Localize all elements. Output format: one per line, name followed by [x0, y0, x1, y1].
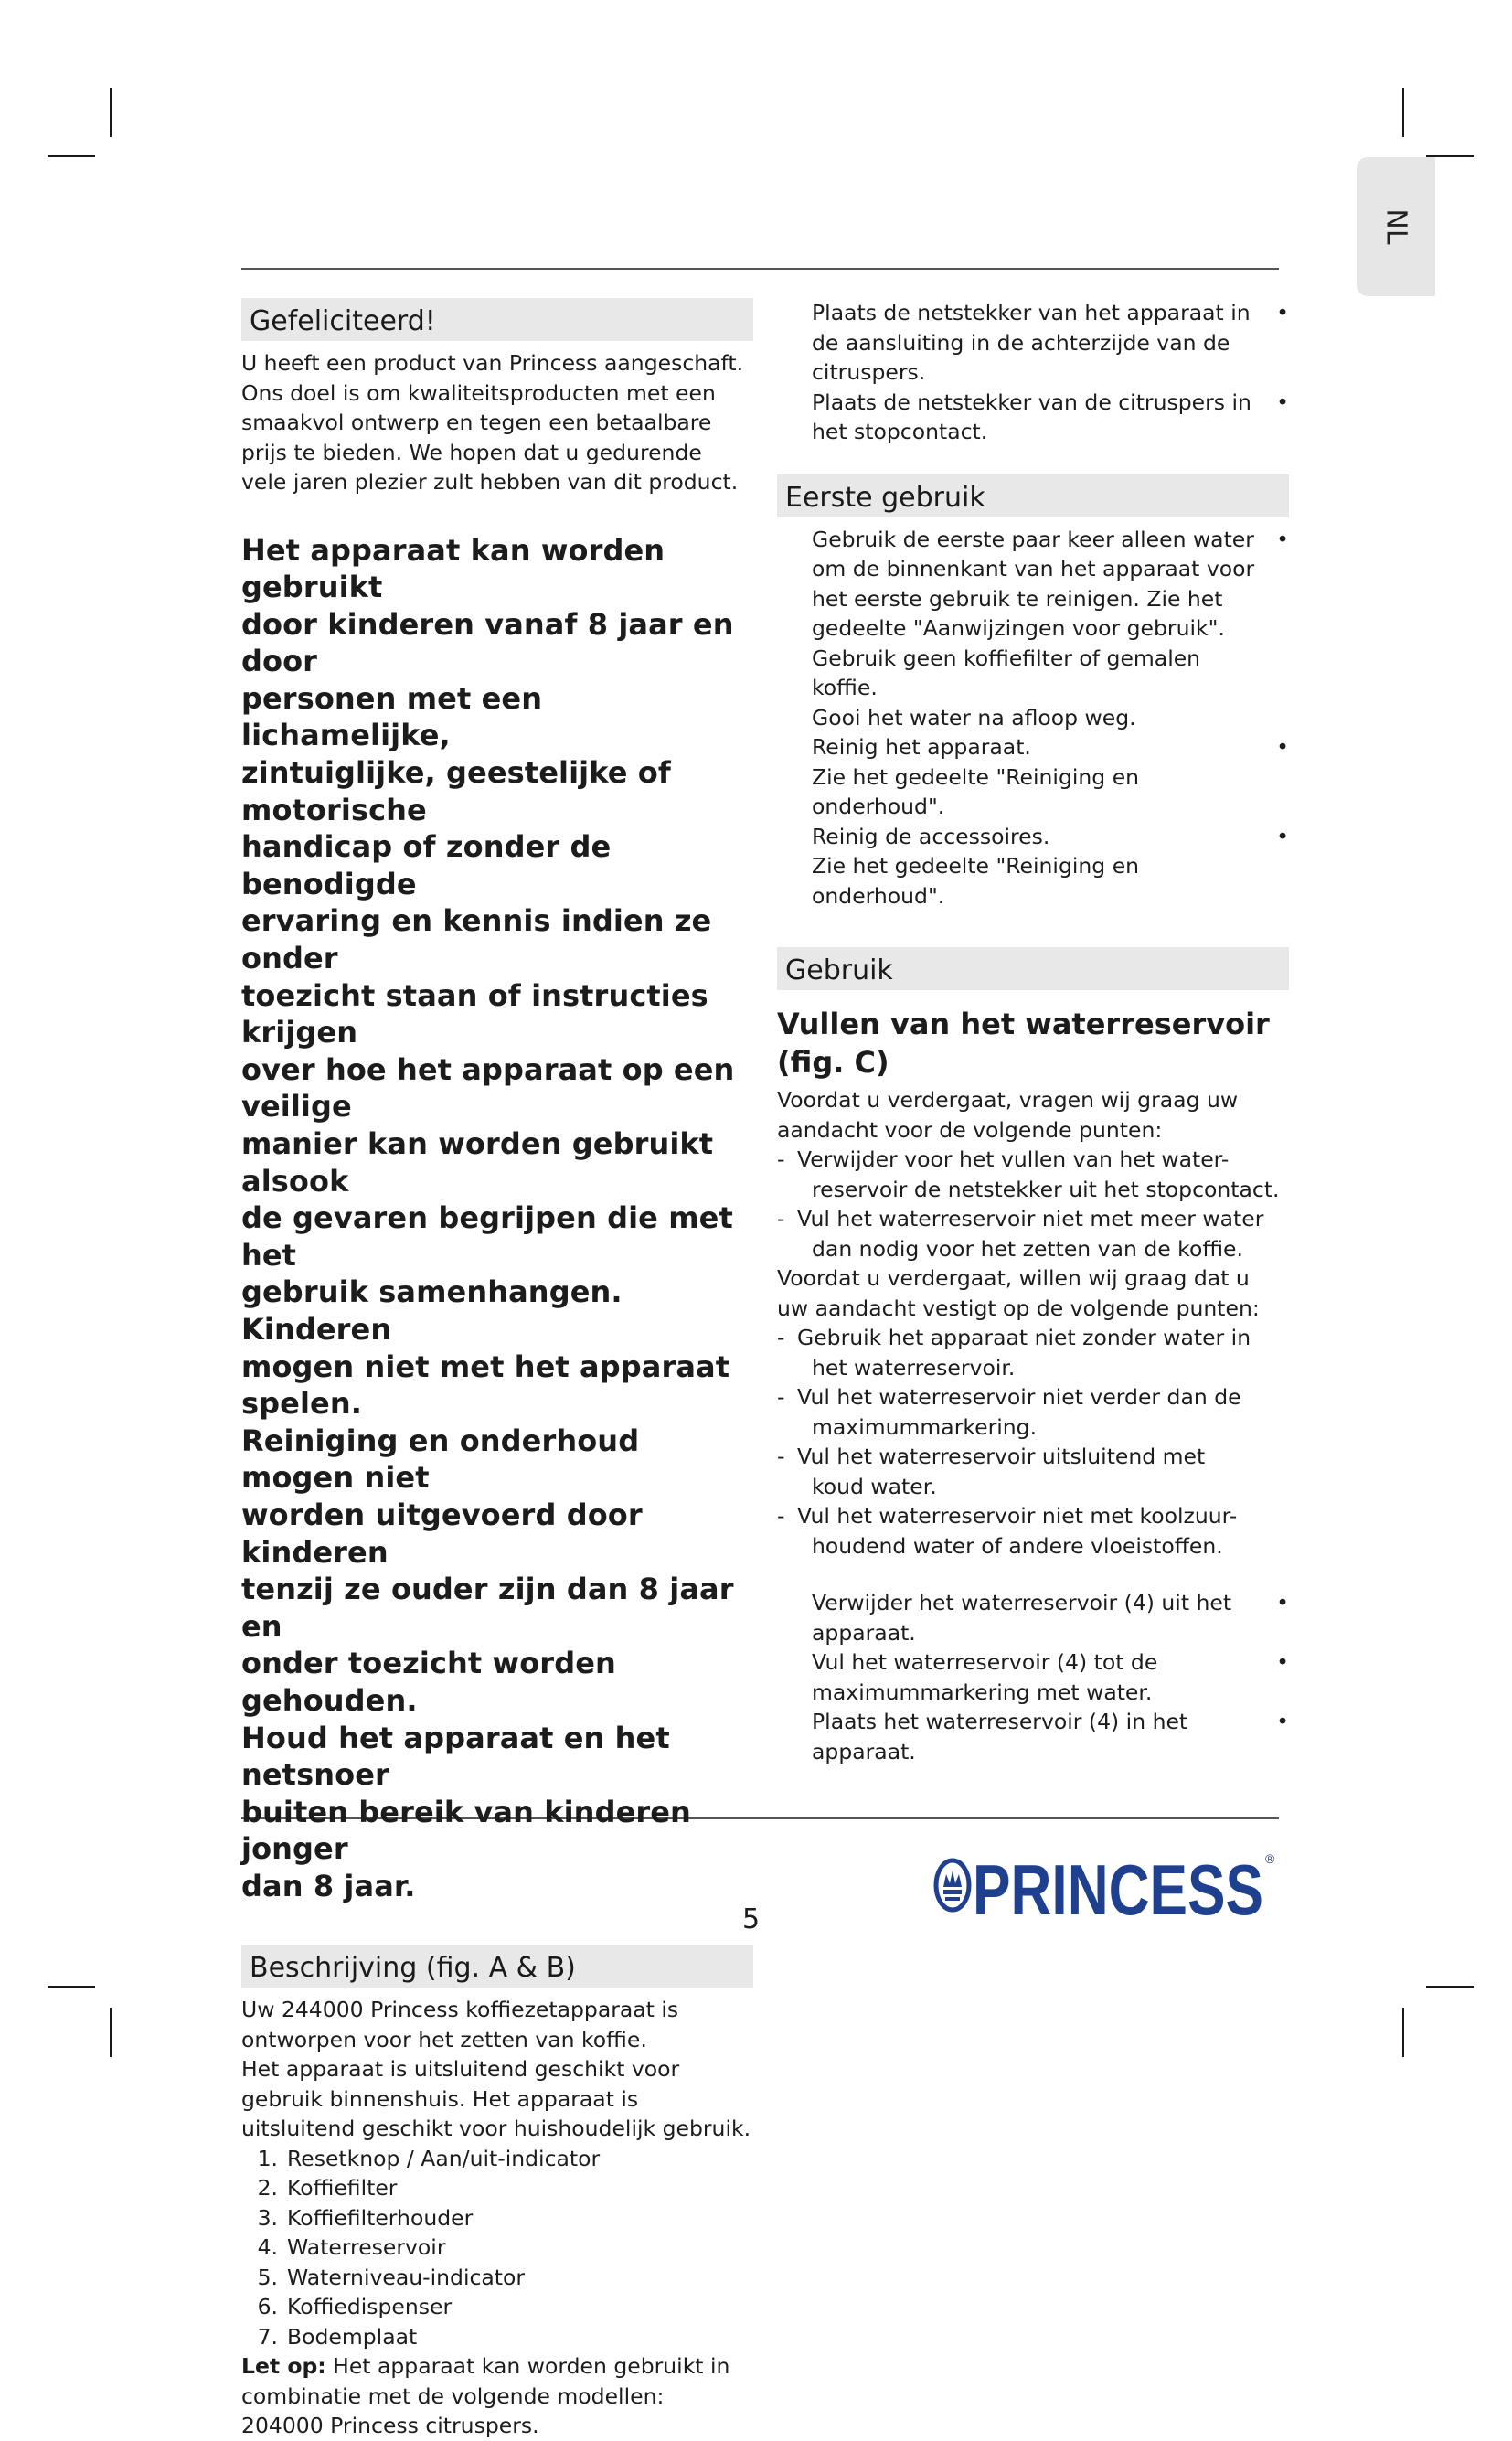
note-continued: [241, 2382, 753, 2441]
bullet-spacer: [1269, 1678, 1289, 1708]
left-column: [241, 298, 753, 2441]
part-number: 3.: [257, 2204, 278, 2231]
body-line: vele jaren plezier zult hebben van dit product.: [241, 469, 739, 495]
body-line: aandacht voor de volgende punten:: [777, 1116, 1163, 1143]
part-item: [241, 2263, 753, 2293]
bullet-icon: •: [1276, 300, 1289, 325]
part-item: [241, 2203, 753, 2233]
step-text: Gebruik de eerste paar keer alleen water: [812, 526, 1254, 552]
dash-text: dan nodig voor het zetten van de koffie.: [812, 1235, 1243, 1262]
note-line: combinatie met de volgende modellen:: [241, 2382, 665, 2409]
dash-text: maximummarkering.: [812, 1413, 1038, 1440]
part-item: [241, 2144, 753, 2174]
bullet-spacer: [1269, 328, 1289, 358]
dash-line: [777, 1234, 1289, 1264]
step-line: [777, 1588, 1289, 1618]
warning-line: Het apparaat kan worden gebruikt: [241, 532, 665, 605]
dash-line: [777, 1382, 1289, 1412]
warning-line: manier kan worden gebruikt alsook: [241, 1126, 714, 1199]
dash-text: houdend water of andere vloeistoffen.: [812, 1532, 1223, 1559]
warning-line: buiten bereik van kinderen jonger: [241, 1794, 691, 1867]
step-text: Verwijder het waterreservoir (4) uit het: [812, 1590, 1232, 1615]
step-text: Vul het waterreservoir (4) tot de: [812, 1649, 1158, 1675]
part-label: Resetknop / Aan/uit-indicator: [287, 2145, 601, 2171]
body-line: gebruik binnenshuis. Het apparaat is: [241, 2085, 639, 2112]
dash-line: [777, 1175, 1289, 1205]
note-text: [241, 2351, 753, 2382]
description-text: [241, 1995, 753, 2144]
step-line: [777, 298, 1289, 328]
body-line: uitsluitend geschikt voor huishoudelijk gebruik.: [241, 2116, 751, 2142]
bullet-spacer: [1269, 851, 1289, 911]
dash-marker: -: [777, 1384, 785, 1410]
logo-wordmark: PRINCESS: [973, 1849, 1263, 1930]
bullet-spacer: [1269, 357, 1289, 388]
bullet-spacer: [1269, 554, 1289, 584]
part-item: [241, 2322, 753, 2352]
step-text: het stopcontact.: [812, 419, 988, 444]
dash-spacer: [777, 1412, 797, 1443]
step-text: citruspers.: [812, 359, 926, 385]
warning-line: Houd het apparaat en het netsnoer: [241, 1720, 670, 1793]
warning-line: worden uitgevoerd door kinderen: [241, 1497, 643, 1570]
warning-line: over hoe het apparaat op een veilige: [241, 1051, 735, 1125]
dash-marker: -: [777, 1503, 785, 1529]
dash-line: [777, 1531, 1289, 1562]
step-text: Reinig het apparaat.: [812, 734, 1031, 760]
warning-line: onder toezicht worden gehouden.: [241, 1646, 616, 1718]
warning-line: Reiniging en onderhoud mogen niet: [241, 1423, 640, 1496]
dash-line: [777, 1145, 1289, 1175]
bullet-icon: •: [1276, 734, 1289, 760]
crop-mark: [48, 155, 95, 157]
bullet-icon: •: [1276, 389, 1289, 415]
part-number: 2.: [257, 2175, 278, 2201]
princess-logo: [932, 1839, 1280, 1931]
step-line: [777, 1737, 1289, 1767]
warning-line: gebruik samenhangen. Kinderen: [241, 1274, 623, 1347]
step-line: [777, 388, 1289, 418]
bullet-spacer: [1269, 613, 1289, 644]
safety-warning: [241, 532, 753, 1905]
body-line: Uw 244000 Princess koffiezetapparaat is: [241, 1997, 679, 2023]
dash-spacer: [777, 1472, 797, 1502]
right-column: [777, 298, 1289, 1766]
note-label: Let op:: [241, 2353, 326, 2380]
bullet-spacer: [1269, 762, 1289, 822]
warning-line: handicap of zonder de benodigde: [241, 829, 612, 901]
body-line: U heeft een product van Princess aangeschaft.: [241, 350, 744, 376]
bullet-icon: •: [1276, 1590, 1289, 1615]
step-line: [777, 525, 1289, 555]
bullet-icon: •: [1276, 1709, 1289, 1734]
step-line: [777, 822, 1289, 852]
step-text: gedeelte "Aanwijzingen voor gebruik".: [812, 615, 1225, 641]
warning-line: mogen niet met het apparaat spelen.: [241, 1348, 730, 1422]
part-label: Koffiedispenser: [287, 2294, 453, 2320]
warning-line: zintuiglijke, geestelijke of motorische: [241, 755, 671, 827]
dash-marker: -: [777, 1444, 785, 1469]
bullet-icon: •: [1276, 1649, 1289, 1675]
fill-reservoir-heading: Vullen van het waterreservoir (fig. C): [777, 1007, 1270, 1080]
part-number: 5.: [257, 2264, 278, 2290]
step-line: [777, 1707, 1289, 1737]
dash-line: [777, 1442, 1289, 1472]
part-number: 4.: [257, 2234, 278, 2261]
first-use-heading: Eerste gebruik: [777, 474, 1289, 517]
use-heading: Gebruik: [777, 947, 1289, 990]
connection-steps: [777, 298, 1289, 447]
step-text: Reinig de accessoires.: [812, 823, 1050, 849]
step-line: [777, 851, 1289, 911]
body-line: Het apparaat is uitsluitend geschikt voor: [241, 2056, 680, 2083]
dash-text: Verwijder voor het vullen van het water-: [797, 1146, 1230, 1172]
body-line: ontworpen voor het zetten van koffie.: [241, 2026, 647, 2052]
bullet-spacer: [1269, 644, 1289, 703]
step-line: [777, 328, 1289, 358]
body-line: Ons doel is om kwaliteitsproducten met een: [241, 379, 716, 406]
step-text: Zie het gedeelte "Reiniging en onderhoud".: [812, 763, 1140, 819]
step-line: [777, 732, 1289, 762]
dash-marker: -: [777, 1325, 785, 1350]
dash-line: [777, 1353, 1289, 1383]
bullet-spacer: [1269, 584, 1289, 614]
dash-text: Vul het waterreservoir niet met meer water: [797, 1206, 1264, 1231]
dash-text: het waterreservoir.: [812, 1354, 1016, 1380]
part-label: Waterniveau-indicator: [287, 2264, 526, 2290]
step-text: Plaats de netstekker van de citruspers in: [812, 389, 1251, 415]
step-text: om de binnenkant van het apparaat voor: [812, 556, 1255, 581]
step-text: Gooi het water na afloop weg.: [812, 704, 1136, 730]
part-label: Koffiefilter: [287, 2175, 398, 2201]
bullet-spacer: [1269, 417, 1289, 447]
crop-mark: [110, 88, 112, 137]
congrats-text: [241, 348, 753, 497]
crop-mark: [48, 1986, 95, 1988]
step-text: Plaats de netstekker van het apparaat in: [812, 300, 1251, 325]
note-first-line: Het apparaat kan worden gebruikt in: [325, 2353, 730, 2380]
step-line: [777, 1618, 1289, 1648]
body-line: Voordat u verdergaat, vragen wij graag uw: [777, 1087, 1239, 1113]
part-label: Waterreservoir: [287, 2234, 446, 2261]
language-tab: [1357, 157, 1435, 296]
step-line: [777, 1647, 1289, 1678]
warning-line: personen met een lichamelijke,: [241, 680, 543, 753]
body-line: smaakvol ontwerp en tegen een betaalbare: [241, 410, 712, 435]
warning-line: dan 8 jaar.: [241, 1868, 416, 1903]
language-label: NL: [1379, 208, 1412, 245]
dash-spacer: [777, 1531, 797, 1562]
dash-line: [777, 1204, 1289, 1234]
fill-reservoir-text: [777, 1085, 1289, 1766]
part-item: [241, 2233, 753, 2263]
step-text: maximummarkering met water.: [812, 1679, 1153, 1705]
dash-line: [777, 1472, 1289, 1502]
step-text: Plaats het waterreservoir (4) in het: [812, 1709, 1188, 1734]
top-rule: [241, 268, 1279, 270]
dash-marker: -: [777, 1206, 785, 1231]
step-text: Gebruik geen koffiefilter of gemalen koffie.: [812, 645, 1201, 700]
step-line: [777, 644, 1289, 703]
parts-list: [241, 2144, 753, 2352]
step-line: [777, 417, 1289, 447]
dash-line: [777, 1501, 1289, 1531]
part-item: [241, 2173, 753, 2203]
dash-spacer: [777, 1353, 797, 1383]
body-line: uw aandacht vestigt op de volgende punten:: [777, 1295, 1260, 1321]
warning-line: ervaring en kennis indien ze onder: [241, 903, 712, 976]
dash-spacer: [777, 1234, 797, 1264]
dash-text: Vul het waterreservoir niet met koolzuur-: [797, 1503, 1238, 1529]
step-line: [777, 703, 1289, 733]
step-text: het eerste gebruik te reinigen. Zie het: [812, 585, 1223, 612]
body-line: Voordat u verdergaat, willen wij graag dat u: [777, 1265, 1250, 1291]
bullet-spacer: [1269, 1618, 1289, 1648]
dash-text: Gebruik het apparaat niet zonder water in: [797, 1325, 1251, 1350]
registered-mark-icon: ®: [1265, 1851, 1275, 1866]
part-item: [241, 2292, 753, 2322]
step-line: [777, 1678, 1289, 1708]
crop-mark: [1426, 1986, 1474, 1988]
bullet-spacer: [1269, 1737, 1289, 1767]
bullet-spacer: [1269, 703, 1289, 733]
page-number: 5: [742, 1903, 761, 1935]
step-text: apparaat.: [812, 1738, 916, 1764]
part-number: 7.: [257, 2323, 278, 2350]
crown-emblem-icon: [936, 1860, 969, 1910]
warning-line: door kinderen vanaf 8 jaar en door: [241, 606, 734, 679]
step-line: [777, 554, 1289, 584]
step-text: Zie het gedeelte "Reiniging en onderhoud".: [812, 853, 1140, 909]
warning-line: toezicht staan of instructies krijgen: [241, 977, 708, 1050]
part-number: 1.: [257, 2145, 278, 2171]
description-heading: Beschrijving (fig. A & B): [241, 1945, 753, 1988]
bullet-icon: •: [1276, 526, 1289, 552]
dash-text: Vul het waterreservoir niet verder dan de: [797, 1384, 1241, 1410]
congrats-heading: Gefeliciteerd!: [241, 298, 753, 341]
body-line: prijs te bieden. We hopen dat u gedurende: [241, 439, 702, 465]
step-line: [777, 357, 1289, 388]
dash-text: koud water.: [812, 1473, 937, 1499]
step-text: de aansluiting in de achterzijde van de: [812, 329, 1230, 356]
dash-line: [777, 1412, 1289, 1443]
dash-text: Vul het waterreservoir uitsluitend met: [797, 1444, 1206, 1469]
dash-text: reservoir de netstekker uit het stopcontact.: [812, 1176, 1280, 1202]
crop-mark: [1402, 2008, 1404, 2057]
note-line: 204000 Princess citruspers.: [241, 2413, 539, 2439]
step-line: [777, 584, 1289, 614]
warning-line: de gevaren begrijpen die met het: [241, 1200, 733, 1273]
bullet-icon: •: [1276, 823, 1289, 849]
part-label: Koffiefilterhouder: [287, 2204, 474, 2231]
warning-line: tenzij ze ouder zijn dan 8 jaar en: [241, 1572, 734, 1644]
crop-mark: [110, 2008, 112, 2057]
dash-spacer: [777, 1175, 797, 1205]
part-number: 6.: [257, 2294, 278, 2320]
step-line: [777, 762, 1289, 822]
step-line: [777, 613, 1289, 644]
crop-mark: [1402, 88, 1404, 137]
first-use-steps: [777, 525, 1289, 911]
dash-marker: -: [777, 1146, 785, 1172]
part-label: Bodemplaat: [287, 2323, 418, 2350]
dash-line: [777, 1323, 1289, 1353]
step-text: apparaat.: [812, 1619, 916, 1646]
